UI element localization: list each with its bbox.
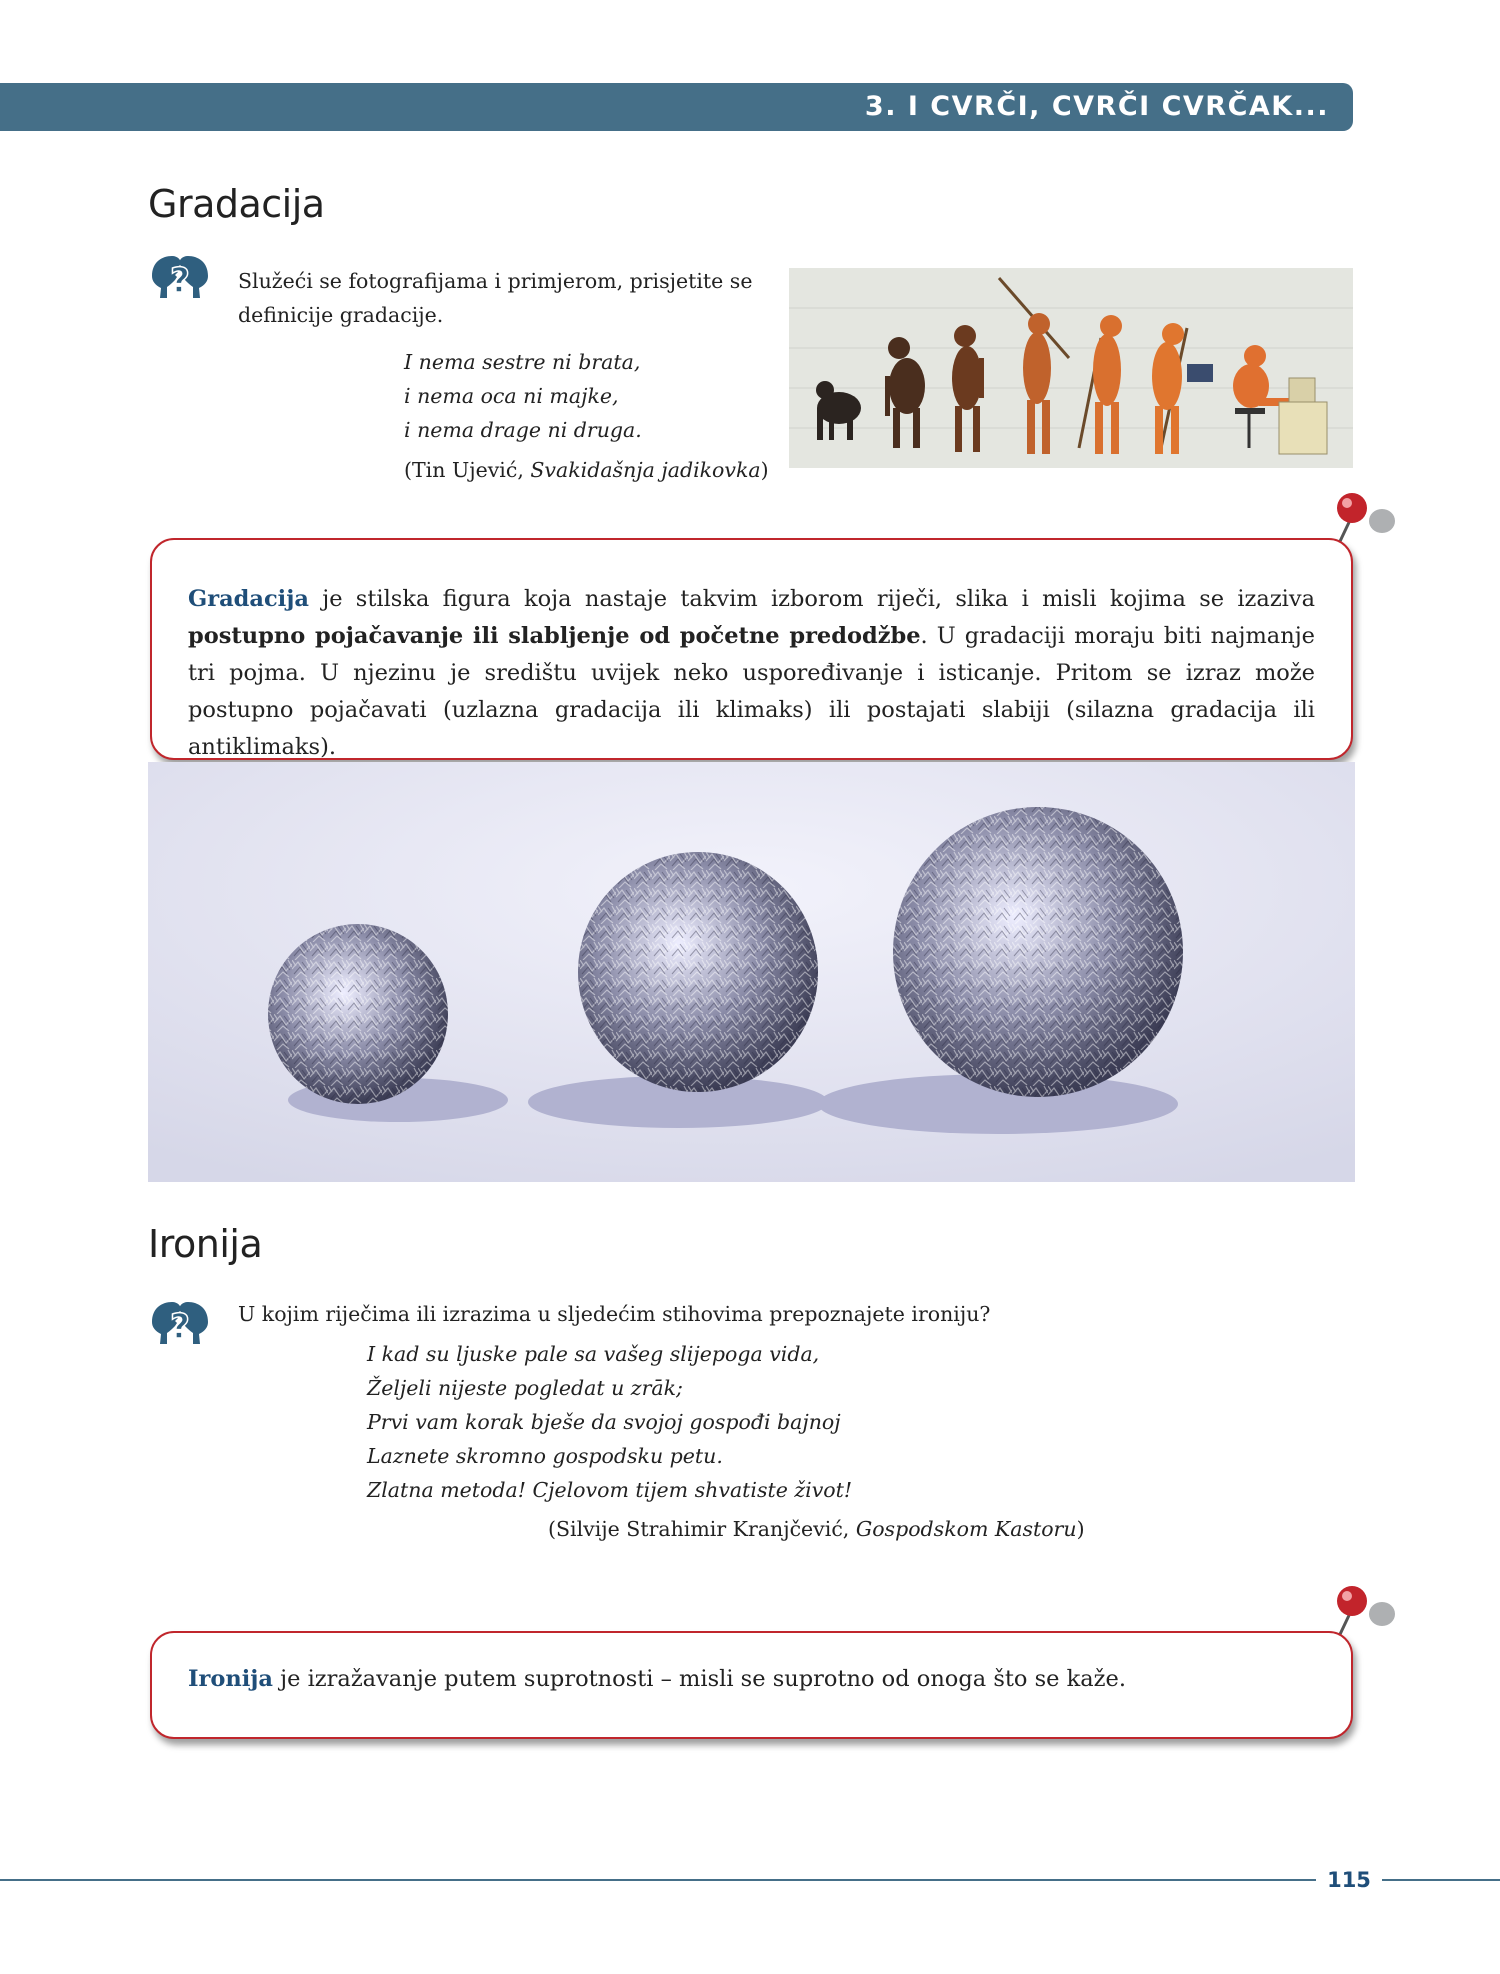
verse-line: I kad su ljuske pale sa vašeg slijepoga vida, [367,1342,820,1366]
large-foil-ball [893,807,1183,1097]
verse-line: Laznete skromno gospodsku petu. [367,1444,723,1468]
ironija-definition-text [188,1661,1315,1698]
definition-emphasis: postupno pojačavanje ili slabljenje od početne predodžbe [188,623,921,649]
verse-line: Prvi vam korak bješe da svojoj gospođi bajnoj [367,1410,841,1434]
source-work-title: Svakidašnja jadikovka [530,458,761,482]
ironija-prompt: U kojim riječima ili izrazima u sljedećim stihovima prepoznajete ironiju? [238,1302,991,1326]
gradacija-definition-box [150,538,1353,760]
page-number: 115 [1316,1864,1382,1896]
verse-line: Željeli nijeste pogledat u zrāk; [367,1376,683,1400]
definition-part: je stilska figura koja nastaje takvim izborom riječi, slika i misli kojima se izaziva [308,586,1315,612]
verse-line: i nema drage ni druga. [404,418,642,442]
evolution-illustration [789,268,1353,468]
gradacija-heading: Gradacija [148,182,325,226]
ironija-verse [367,1337,852,1507]
chapter-title: 3. I CVRČI, CVRČI CVRČAK... [864,91,1329,122]
medium-foil-ball [578,852,818,1092]
source-close: ) [1076,1517,1085,1541]
small-foil-ball [268,924,448,1104]
source-close: ) [760,458,769,482]
gradacija-prompt: Služeći se fotografijama i primjerom, prisjetite se definicije gradacije. [238,269,753,327]
chapter-header-bar [0,83,1353,131]
footer-rule [0,1879,1500,1881]
verse-line: i nema oca ni majke, [404,384,619,408]
definition-term: Gradacija [188,586,309,612]
definition-term: Ironija [188,1666,274,1692]
ironija-heading: Ironija [148,1222,263,1266]
gradacija-source [404,455,769,485]
gradacija-verse [404,345,642,447]
gradacija-definition-text [188,581,1315,766]
ironija-definition-box [150,1631,1353,1739]
source-work-title: Gospodskom Kastoru [855,1517,1077,1541]
verse-line: Zlatna metoda! Cjelovom tijem shvatiste život! [367,1478,853,1502]
foil-balls-photo [148,762,1355,1182]
ironija-source [548,1514,1085,1544]
verse-line: I nema sestre ni brata, [404,350,641,374]
source-author: (Tin Ujević, [404,458,531,482]
question-heads-icon [150,254,210,310]
source-author: (Silvije Strahimir Kranjčević, [548,1517,856,1541]
question-heads-icon [150,1300,210,1356]
definition-part: . U gradaciji moraju biti najmanje tri pojma. U njezinu je središtu uvijek neko uspoređivanje i isticanje. Pritom se izraz može postupno pojačavati (uzlazna gradacija ili klimaks) ili postajati slabiji (silazna gradacija ili antiklimaks). [188,623,1315,760]
definition-part: je izražavanje putem suprotnosti – misli se suprotno od onoga što se kaže. [273,1666,1126,1692]
